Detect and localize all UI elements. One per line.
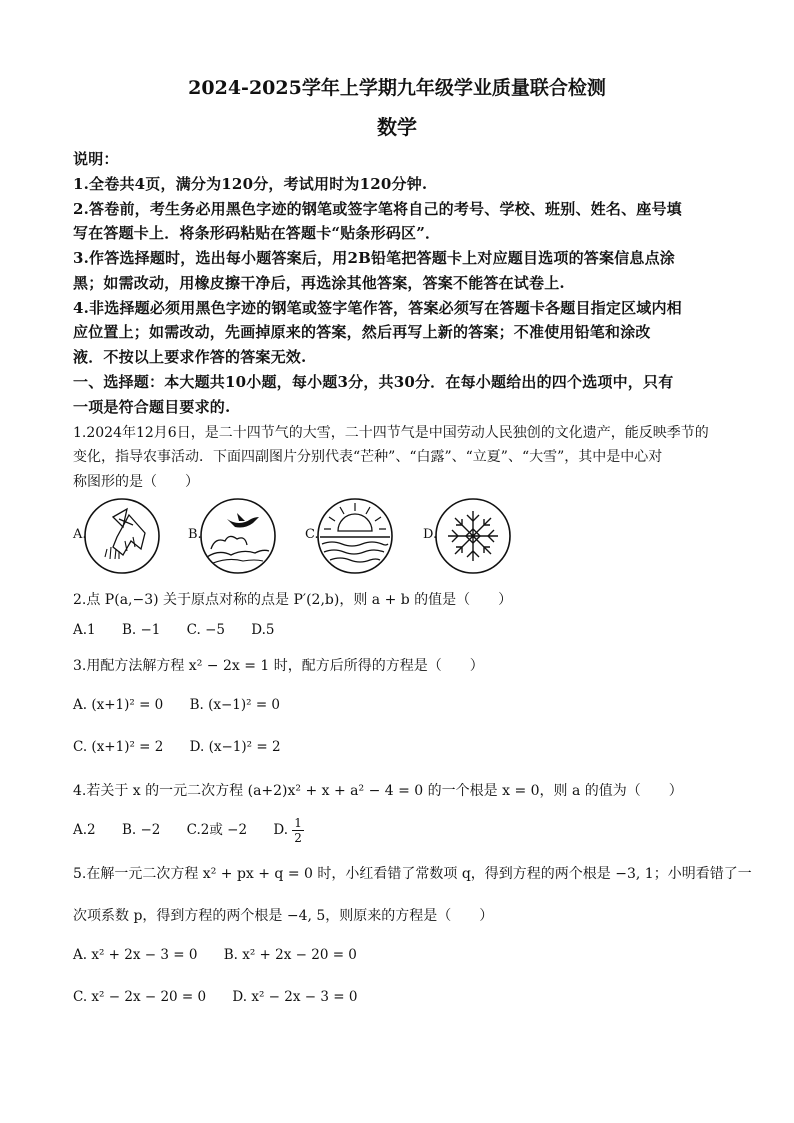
instruction-line: 4.非选择题必须用黑色字迹的钢笔或签字笔作答，答案必须写在答题卡各题目指定区域内相: [73, 299, 682, 317]
q1-option-label: B.: [188, 527, 202, 542]
instruction-line: 液．不按以上要求作答的答案无效.: [73, 348, 307, 366]
q4-option-a: A.2: [73, 822, 96, 838]
q5-stem: 5.在解一元二次方程 x² + px + q = 0 时，小红看错了常数项 q，得到方程的两个根是 −3, 1；小明看错了一: [73, 866, 752, 882]
q4-stem: 4.若关于 x 的一元二次方程 (a+2)x² + x + a² − 4 = 0 的一个根是 x = 0，则 a 的值为（ ）: [73, 783, 683, 799]
q1-stem: 称图形的是（ ）: [73, 474, 199, 490]
q1-option-label: A.: [73, 527, 87, 542]
q4-options: [73, 816, 304, 845]
q3-option-d: D. (x−1)² = 2: [189, 739, 281, 755]
subject-title: 数学: [377, 115, 417, 139]
q2-stem: 2.点 P(a,−3) 关于原点对称的点是 P′(2,b)，则 a + b 的值是（ ）: [73, 592, 513, 608]
q3-option-a: A. (x+1)² = 0: [73, 697, 164, 713]
q2-options: [73, 622, 297, 638]
q1-option-label: D.: [423, 527, 438, 542]
q1-options: [73, 497, 513, 577]
section-heading: 一、选择题：本大题共10小题，每小题3分，共30分．在每小题给出的四个选项中，只有: [73, 373, 674, 391]
fraction-numerator: 1: [294, 816, 302, 830]
q4-option-d: [273, 816, 304, 845]
instruction-line: 1.全卷共4页，满分为120分，考试用时为120分钟.: [73, 175, 428, 193]
q3-stem: 3.用配方法解方程 x² − 2x = 1 时，配方后所得的方程是（ ）: [73, 658, 484, 674]
exam-title: 2024-2025学年上学期九年级学业质量联合检测: [188, 77, 606, 99]
instruction-line: 2.答卷前，考生务必用黑色字迹的钢笔或签字笔将自己的考号、学校、班别、姓名、座号填: [73, 200, 682, 218]
q3-options-row2: [73, 739, 303, 755]
instruction-line: 应位置上；如需改动，先画掉原来的答案，然后再写上新的答案；不准使用铅笔和涂改: [73, 323, 651, 341]
instruction-line: 3.作答选择题时，选出每小题答案后，用2B铅笔把答题卡上对应题目选项的答案信息点涂: [73, 249, 675, 267]
fraction: [292, 816, 304, 845]
q4-option-c: C.2或 −2: [186, 822, 248, 838]
q5-stem: 次项系数 p，得到方程的两个根是 −4, 5，则原来的方程是（ ）: [73, 908, 494, 924]
q2-option-a: A.1: [73, 622, 96, 638]
q5-option-a: A. x² + 2x − 3 = 0: [73, 947, 198, 963]
q2-option-d: D.5: [251, 622, 275, 638]
daxue-icon: [434, 497, 512, 575]
q2-option-b: B. −1: [121, 622, 161, 638]
instruction-line: 写在答题卡上．将条形码粘贴在答题卡“贴条形码区”．: [73, 224, 441, 242]
q1-stem: 1.2024年12月6日，是二十四节气的大雪，二十四节气是中国劳动人民独创的文化遗产，能反映季节的: [73, 425, 709, 441]
q5-options-row1: [73, 947, 379, 963]
mangzhong-icon: [83, 497, 161, 575]
q5-option-b: B. x² + 2x − 20 = 0: [223, 947, 357, 963]
section-heading: 一项是符合题目要求的.: [73, 398, 231, 416]
q1-option-label: C.: [305, 527, 319, 542]
bailu-icon: [199, 497, 277, 575]
instructions-heading: 说明：: [73, 150, 119, 168]
q3-option-c: C. (x+1)² = 2: [73, 739, 164, 755]
q2-option-c: C. −5: [186, 622, 225, 638]
q5-option-d: D. x² − 2x − 3 = 0: [232, 989, 358, 1005]
q5-options-row2: [73, 989, 379, 1005]
fraction-denominator: 2: [294, 831, 302, 845]
q4-option-b: B. −2: [121, 822, 161, 838]
instruction-line: 黑；如需改动，用橡皮擦干净后，再选涂其他答案，答案不能答在试卷上.: [73, 274, 565, 292]
q3-options-row1: [73, 697, 302, 713]
q5-option-c: C. x² − 2x − 20 = 0: [73, 989, 207, 1005]
q1-stem: 变化，指导农事活动．下面四副图片分别代表“芒种”、“白露”、“立夏”、“大雪”，其中是中心对: [73, 449, 663, 465]
lixia-icon: [316, 497, 394, 575]
q4-option-d-label: D.: [273, 822, 288, 838]
q3-option-b: B. (x−1)² = 0: [189, 697, 281, 713]
